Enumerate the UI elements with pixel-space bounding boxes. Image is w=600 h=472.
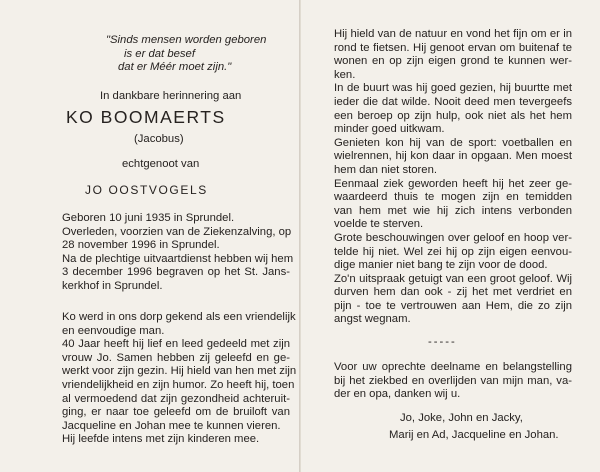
bio-line: Zo'n uitspraak getuigt van een groot geloof. Wij [334, 272, 572, 285]
bio-line: dige manier niet bang te zijn voor de dood. [334, 259, 548, 272]
card-fold [299, 0, 301, 472]
thanks-line: bij het ziekbed en overlijden van mijn man, va- [334, 374, 572, 387]
bio-line: waardeerd thuis te mogen zijn en temidden [334, 191, 572, 204]
intro-text: In dankbare herinnering aan [100, 90, 242, 102]
fact-line: Geboren 10 juni 1935 in Sprundel. [62, 212, 235, 224]
deceased-nickname: (Jacobus) [134, 133, 184, 145]
fact-line: 28 november 1996 in Sprundel. [62, 239, 220, 252]
quote-line-2: is er dat besef [124, 48, 195, 60]
bio-line: voelde te sterven. [334, 218, 424, 231]
bio-line: rond te fietsen. Hij genoot ervan om buitenaf te [334, 41, 572, 54]
bio-line: Grote beschouwingen over geloof en hoop ver- [334, 231, 572, 244]
bio-line: al vermoedend dat zijn gezondheid achteruit- [62, 392, 290, 405]
bio-line: Hij hield van de natuur en vond het fijn om er in [334, 28, 572, 40]
bio-line: Hij leefde intens met zijn kinderen mee. [62, 433, 260, 446]
deceased-name: KO BOOMAERTS [66, 107, 226, 127]
quote-line-1: "Sinds mensen worden geboren [106, 34, 267, 46]
bio-line: vrouw Jo. Samen hebben zij geleefd en ge- [62, 351, 290, 364]
quote-line-3: dat er Méér moet zijn." [118, 61, 232, 73]
spouse-intro: echtgenoot van [122, 158, 200, 170]
bio-line: ken. [334, 68, 356, 81]
thanks-line: Voor uw oprechte deelname en belangstelling [334, 361, 572, 373]
biography-right [334, 28, 572, 327]
fact-line: kerkhof in Sprundel. [62, 279, 163, 292]
fact-line: Na de plechtige uitvaartdienst hebben wij hem [62, 252, 294, 265]
bio-line: Eenmaal ziek geworden heeft hij het zeer ge- [334, 177, 572, 190]
signature-line-2: Marij en Ad, Jacqueline en Johan. [389, 429, 559, 441]
spouse-name: JO OOSTVOGELS [85, 183, 208, 197]
bio-line: durven hem dan ook - zij het met verdriet en [334, 286, 572, 299]
thanks-line: der en opa, danken wij u. [334, 388, 461, 401]
bio-line: vriendelijkheid en zijn humor. Zo heeft hij, toen [62, 378, 295, 391]
signature-line-1: Jo, Joke, John en Jacky, [400, 412, 523, 424]
life-facts [62, 212, 294, 294]
bio-line: wielrennen, hij kon daar in opgaan. Men moest [334, 150, 572, 163]
bio-line: pijn - toe te vertrouwen aan Hem, die zo zijn [334, 299, 572, 312]
bio-line: Genieten kon hij van de sport: voetballen en [334, 136, 572, 149]
bio-line: angst wegnam. [334, 313, 411, 326]
fact-line: Overleden, voorzien van de Ziekenzalving, op [62, 225, 292, 238]
bio-line: minder goed uitkwam. [334, 123, 445, 136]
bio-line: van hem met wie hij zich intens verbonden [334, 204, 572, 217]
bio-line: Ko werd in ons dorp gekend als een vriendelijk [62, 311, 296, 323]
bio-line: werkt voor zijn gezin. Hij hield van hen met zijn [62, 365, 297, 378]
bio-line: wonen en op zijn eigen grond te kunnen wer- [334, 55, 572, 68]
biography-left [62, 311, 297, 447]
bio-line: ieder die dat wilde. Nooit deed men tevergeefs [334, 95, 572, 108]
section-divider: ----- [428, 336, 457, 348]
bio-line: een beroep op zijn hulp, ook niet als het hem [334, 109, 572, 122]
bio-line: ging, er naar toe geleefd om de bruiloft van [62, 406, 290, 419]
bio-line: In de buurt was hij goed gezien, hij buurtte met [334, 82, 572, 95]
bio-line: telde hij niet. Wel zei hij op zijn eigen eenvou- [334, 245, 572, 258]
fact-line: 3 december 1996 begraven op het St. Jans- [62, 266, 290, 279]
bio-line: Jacqueline en Johan mee te kunnen vieren. [62, 419, 281, 432]
thanks-text [334, 361, 572, 402]
bio-line: hem dan niet storen. [334, 163, 437, 176]
bio-line: en eenvoudige man. [62, 324, 165, 337]
bio-line: 40 Jaar heeft hij lief en leed gedeeld met zijn [62, 338, 290, 351]
